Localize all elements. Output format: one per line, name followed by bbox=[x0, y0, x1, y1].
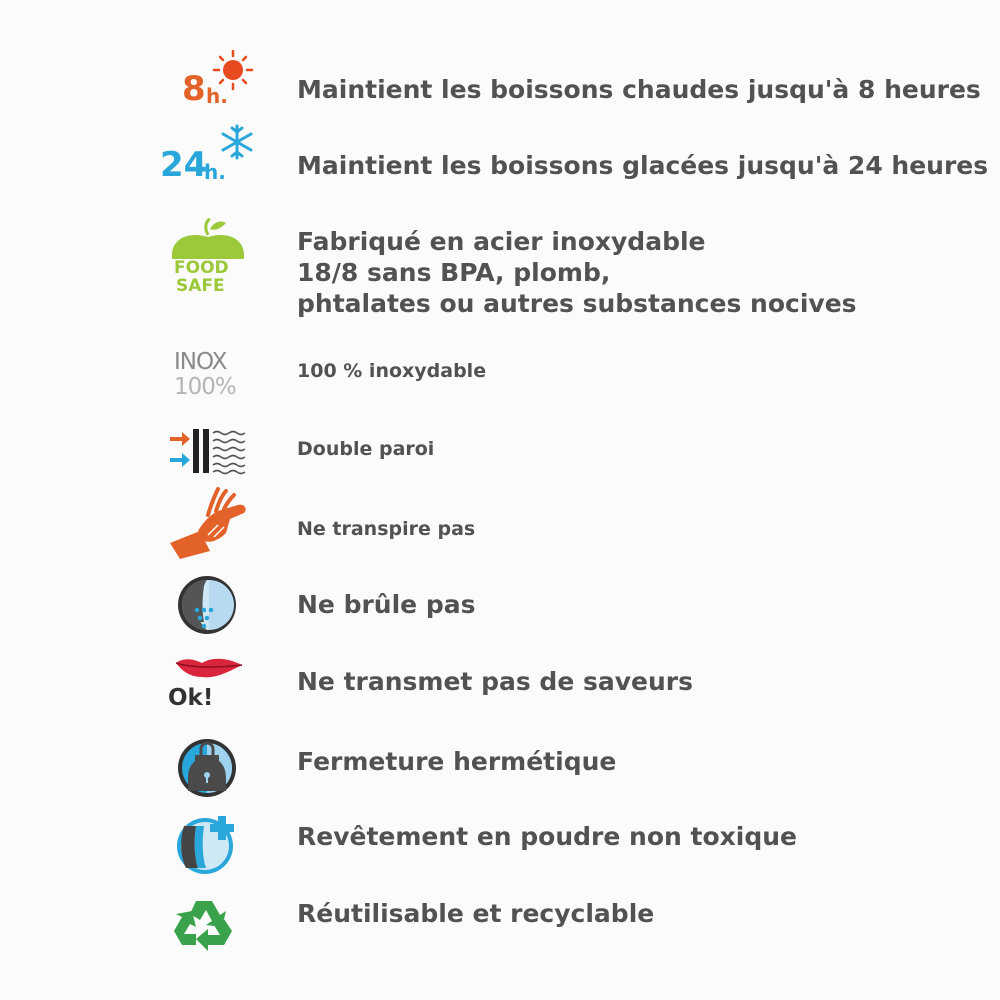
feature-label: 100 % inoxydable bbox=[297, 360, 487, 382]
feature-label: Maintient les boissons glacées jusqu'à 24 heures bbox=[297, 151, 989, 180]
recycle-icon bbox=[160, 893, 260, 955]
svg-text:FOOD: FOOD bbox=[174, 258, 229, 278]
feature-label-line: Fabriqué en acier inoxydable bbox=[297, 227, 706, 256]
no-burn-icon bbox=[160, 572, 260, 638]
hot-8h-number: 8 bbox=[182, 69, 206, 109]
food-safe-icon bbox=[160, 215, 260, 295]
svg-text:INOX: INOX bbox=[174, 349, 227, 375]
inox-100-icon bbox=[160, 345, 260, 401]
feature-label: Fermeture hermétique bbox=[297, 747, 617, 776]
svg-text:h.: h. bbox=[206, 84, 228, 108]
feature-label: Réutilisable et recyclable bbox=[297, 899, 655, 928]
feature-label: Ne brûle pas bbox=[297, 590, 476, 619]
cold-24h-icon bbox=[160, 122, 260, 184]
feature-label: Ne transpire pas bbox=[297, 518, 476, 540]
svg-text:h.: h. bbox=[204, 160, 226, 184]
powder-coating-icon bbox=[160, 812, 260, 876]
svg-text:100%: 100% bbox=[174, 374, 236, 400]
feature-label-line: phtalates ou autres substances nocives bbox=[297, 289, 857, 318]
feature-label-multiline bbox=[297, 226, 857, 319]
svg-text:24: 24 bbox=[160, 145, 208, 184]
feature-label: Maintient les boissons chaudes jusqu'à 8 heures bbox=[297, 75, 981, 104]
feature-label: Ne transmet pas de saveurs bbox=[297, 667, 693, 696]
svg-text:Ok!: Ok! bbox=[168, 685, 214, 711]
hot-8h-icon bbox=[160, 50, 260, 110]
feature-label: Double paroi bbox=[297, 438, 435, 460]
feature-label: Revêtement en poudre non toxique bbox=[297, 822, 797, 851]
feature-label-line: 18/8 sans BPA, plomb, bbox=[297, 258, 611, 287]
no-sweat-hand-icon bbox=[160, 485, 260, 563]
hermetic-lock-icon bbox=[160, 735, 260, 801]
no-taste-lips-icon bbox=[160, 653, 260, 711]
double-wall-icon bbox=[160, 425, 260, 477]
svg-text:SAFE: SAFE bbox=[176, 276, 225, 295]
